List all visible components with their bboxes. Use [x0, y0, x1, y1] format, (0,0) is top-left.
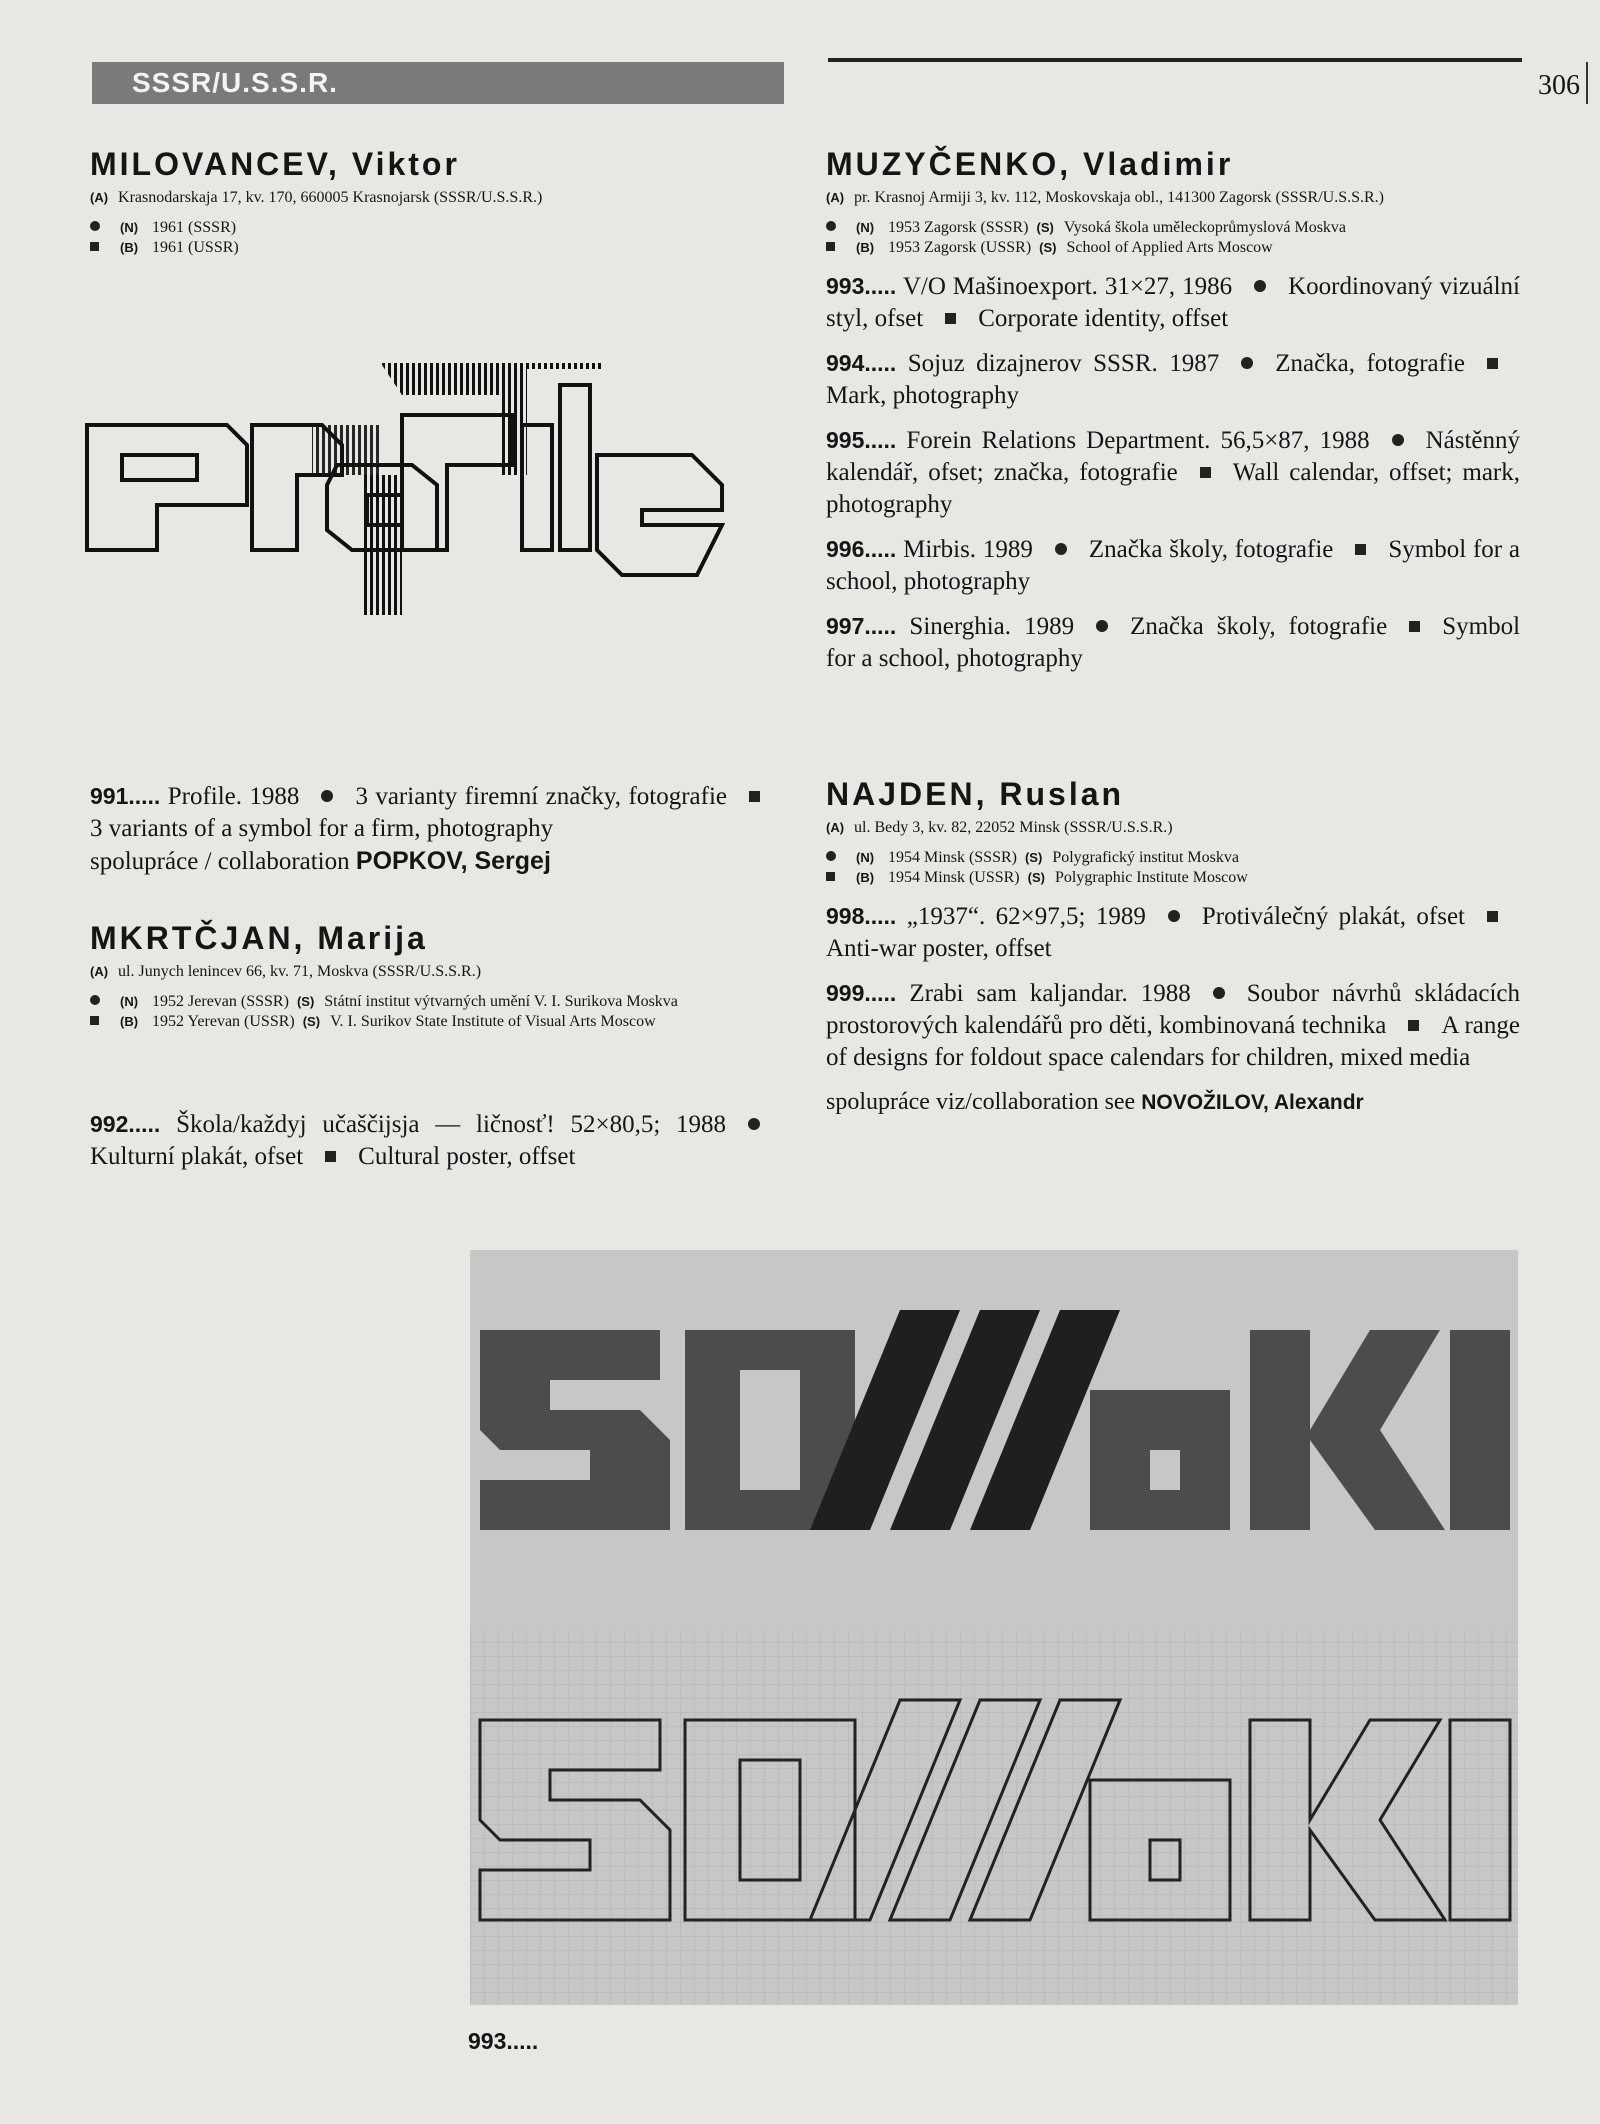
- entries-993-997: [826, 270, 1520, 675]
- figure-caption: 993.....: [468, 2028, 539, 2054]
- artist-address: (A) ul. Bedy 3, kv. 82, 22052 Minsk (SSSR/U.S.S.R.): [826, 819, 1173, 836]
- artist-bio: (N) 1954 Minsk (SSSR) (S) Polygrafický institut Moskva (B) 1954 Minsk (USSR) (S) Polygraphic Institute Moscow: [826, 848, 1520, 888]
- entry: 997..... Sinerghia. 1989 Značka školy, fotografie Symbol for a school, photography: [826, 613, 1521, 672]
- artist-najden: [826, 776, 1520, 1119]
- entry-991: 991..... Profile. 1988 3 varianty firemní značky, fotografie3 variants of a symbol for a firm, photography spolupráce / collaboration POPKOV, Sergej: [90, 780, 782, 878]
- page-number-rule: [1586, 62, 1588, 104]
- artist-name: MKRTČJAN, Marija: [90, 920, 428, 956]
- artist-name: NAJDEN, Ruslan: [826, 776, 1125, 812]
- artist-milovancev: [90, 146, 782, 258]
- entry: 993..... V/O Mašinoexport. 31×27, 1986 Koordinovaný vizuální styl, ofset Corporate identity, offset: [826, 273, 1520, 332]
- collaboration-note: spolupráce viz/collaboration see NOVOŽILOV, Alexandr: [826, 1089, 1364, 1115]
- artist-name: MUZYČENKO, Vladimir: [826, 146, 1234, 182]
- entry: 996..... Mirbis. 1989 Značka školy, fotografie Symbol for a school, photography: [826, 536, 1521, 595]
- somak-logo-graphic: [470, 1250, 1518, 2005]
- artist-mkrtcjan: [90, 920, 782, 1032]
- page-number: 306: [1538, 70, 1580, 101]
- artist-bio: (N) 1952 Jerevan (SSSR) (S) Státní institut výtvarných umění V. I. Surikova Moskva (B) 1952 Yerevan (USSR) (S) V. I. Surikov State Institute of Visual Arts Moscow: [90, 992, 782, 1032]
- entry-999: 999..... Zrabi sam kaljandar. 1988 Soubor návrhů skládacích prostorových kalendářů pro děti, kombinovaná technika A range of designs for foldout space calendars for children, mixed media: [826, 980, 1521, 1071]
- artist-muzycenko: [826, 146, 1520, 675]
- artist-address: (A) ul. Junych lenincev 66, kv. 71, Moskva (SSSR/U.S.S.R.): [90, 963, 482, 980]
- top-rule: [828, 58, 1522, 62]
- entry-992: 992..... Škola/každyj učaščijsja — ličnosť! 52×80,5; 1988Kulturní plakát, ofset Cultural poster, offset: [90, 1108, 782, 1173]
- entry: 994..... Sojuz dizajnerov SSSR. 1987 Značka, fotografieMark, photography: [826, 347, 1520, 412]
- artist-address: (A) pr. Krasnoj Armiji 3, kv. 112, Moskovskaja obl., 141300 Zagorsk (SSSR/U.S.S.R.): [826, 189, 1384, 206]
- section-title: SSSR/U.S.S.R.: [132, 67, 338, 98]
- artist-bio: (N) 1953 Zagorsk (SSSR) (S) Vysoká škola uměleckoprůmyslová Moskva (B) 1953 Zagorsk (USSR) (S) School of Applied Arts Moscow: [826, 218, 1520, 258]
- artist-address: (A) Krasnodarskaja 17, kv. 170, 660005 Krasnojarsk (SSSR/U.S.S.R.): [90, 189, 543, 206]
- section-header: [92, 62, 784, 104]
- somak-poster: [470, 1250, 1518, 2005]
- somak-solid: [480, 1310, 1510, 1530]
- profile-logo: [82, 355, 732, 625]
- artist-bio: (N) 1961 (SSSR) (B) 1961 (USSR): [90, 218, 782, 258]
- profile-logo-graphic: [82, 355, 732, 625]
- artist-name: MILOVANCEV, Viktor: [90, 146, 460, 182]
- entry-998: 998..... „1937“. 62×97,5; 1989 Protiválečný plakát, ofsetAnti-war poster, offset: [826, 900, 1520, 965]
- entry: 995..... Forein Relations Department. 56,5×87, 1988 Nástěnný kalendář, ofset; značka, fotografie Wall calendar, offset; mark, photography: [826, 427, 1521, 518]
